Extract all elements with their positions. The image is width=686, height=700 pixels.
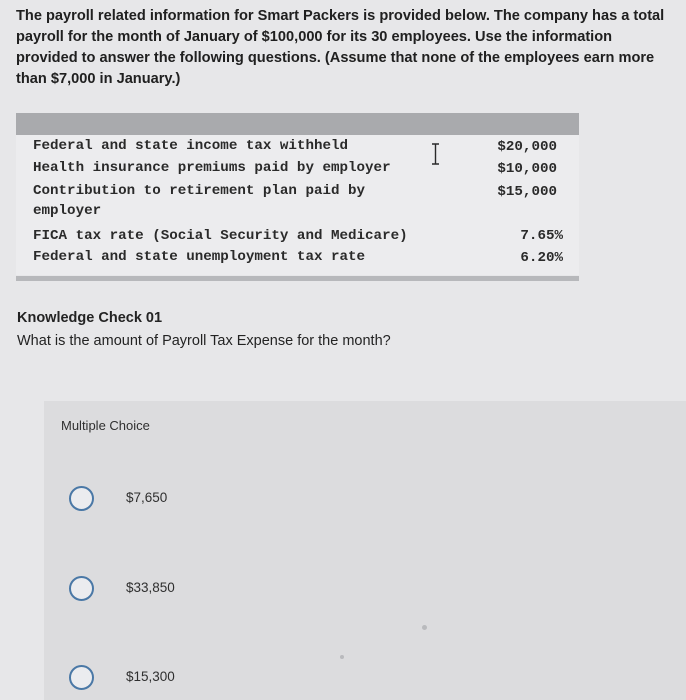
table-row-value: $10,000	[497, 161, 557, 177]
intro-line: The payroll related information for Smart Packers is provided below. The company has a total	[16, 8, 665, 24]
radio-unselected-icon[interactable]	[69, 665, 94, 690]
problem-intro	[16, 6, 680, 90]
table-row-value: $20,000	[497, 139, 557, 155]
knowledge-check-question: What is the amount of Payroll Tax Expense for the month?	[17, 333, 391, 349]
table-row-label: Federal and state income tax withheld	[33, 138, 349, 154]
table-row-label: Federal and state unemployment tax rate	[33, 249, 366, 265]
answer-option-2[interactable]	[69, 576, 269, 606]
knowledge-check-title: Knowledge Check 01	[17, 310, 163, 326]
table-header-bar	[16, 113, 579, 135]
table-row-value: $15,000	[497, 184, 557, 200]
multiple-choice-panel	[44, 401, 686, 700]
intro-line: provided to answer the following questions. (Assume that none of the employees earn more	[16, 50, 655, 66]
text-cursor-icon	[431, 143, 440, 165]
radio-unselected-icon[interactable]	[69, 486, 94, 511]
answer-option-text: $33,850	[126, 580, 175, 595]
table-bottom-rule	[16, 276, 579, 281]
table-row-label: Contribution to retirement plan paid by	[33, 183, 366, 199]
table-row-label: Health insurance premiums paid by employer	[33, 160, 391, 176]
answer-option-3[interactable]	[69, 665, 269, 695]
table-row-value: 6.20%	[520, 250, 563, 266]
intro-line: payroll for the month of January of $100,000 for its 30 employees. Use the information	[16, 29, 613, 45]
answer-option-text: $7,650	[126, 490, 168, 505]
table-row-value: 7.65%	[520, 228, 563, 244]
intro-line: than $7,000 in January.)	[16, 71, 181, 87]
screen-speck	[422, 625, 427, 630]
multiple-choice-label: Multiple Choice	[61, 418, 150, 433]
answer-option-1[interactable]	[69, 486, 269, 516]
answer-option-text: $15,300	[126, 669, 175, 684]
screen-speck	[340, 655, 344, 659]
table-row-label: employer	[33, 203, 102, 219]
table-row-label: FICA tax rate (Social Security and Medicare)	[33, 228, 408, 244]
radio-unselected-icon[interactable]	[69, 576, 94, 601]
